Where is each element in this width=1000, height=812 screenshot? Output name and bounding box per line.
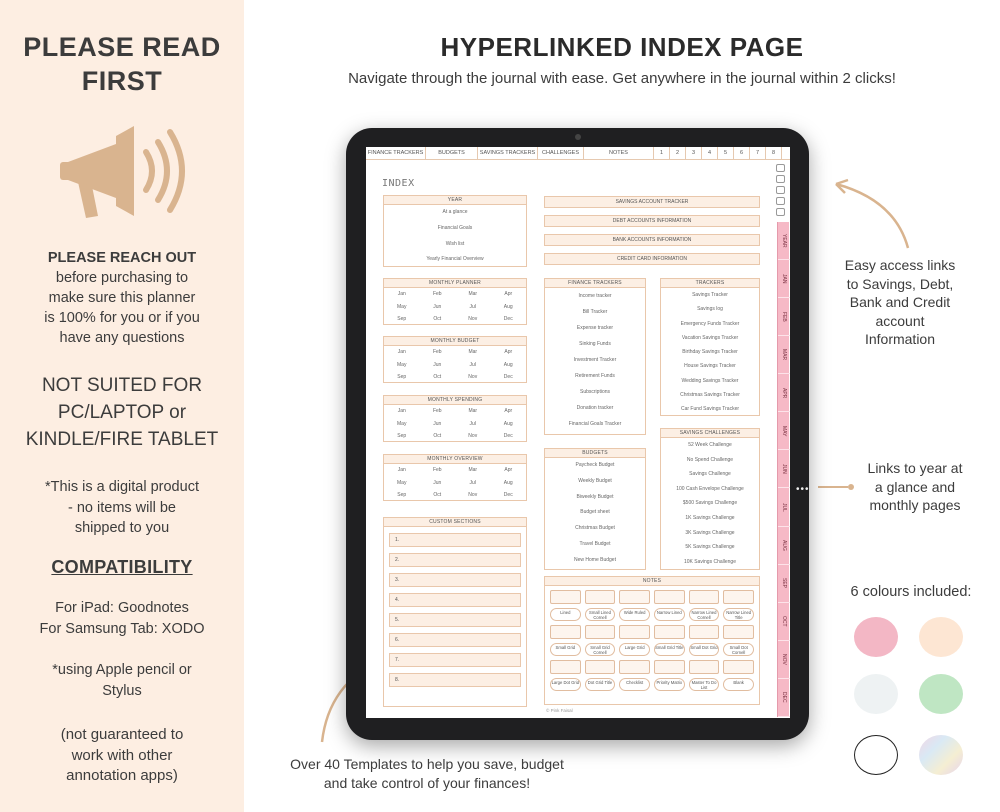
tab-finance-trackers[interactable]: FINANCE TRACKERS <box>366 147 426 159</box>
note-template-label[interactable]: Large Grid <box>619 643 650 656</box>
digital-line: - no items will be <box>68 499 176 516</box>
month-tab[interactable]: MAY <box>778 412 790 450</box>
pencil-line: *using Apple pencil or <box>52 662 192 678</box>
month-link[interactable]: Aug <box>503 361 513 368</box>
challenges-list <box>661 438 759 569</box>
month-link[interactable]: Jun <box>433 420 442 427</box>
note-template-label[interactable]: Small Dot Cornell <box>723 643 754 656</box>
note-template-label[interactable]: Narrow Lined Title <box>723 608 754 621</box>
page-subtitle: Navigate through the journal with ease. Get anywhere in the journal within 2 clicks! <box>348 70 896 87</box>
month-box-title: MONTHLY SPENDING <box>384 396 526 405</box>
month-link[interactable]: Jul <box>469 303 476 310</box>
month-link[interactable]: Nov <box>468 374 478 380</box>
list-link[interactable]: New Home Budget <box>574 556 616 563</box>
reach-out-bold: PLEASE REACH OUT <box>47 250 197 266</box>
month-link[interactable]: Mar <box>468 349 478 355</box>
colours-annotation: 6 colours included: <box>850 584 972 600</box>
month-box-title: MONTHLY OVERVIEW <box>384 455 526 464</box>
pencil-line: Stylus <box>102 682 142 699</box>
month-grid <box>384 405 526 443</box>
month-link[interactable]: Sep <box>397 492 407 498</box>
month-link[interactable]: Dec <box>503 374 513 380</box>
compatibility-title: COMPATIBILITY <box>51 557 193 577</box>
arrow-accounts-head <box>836 180 848 193</box>
note-template-label[interactable]: Priority Matrix <box>654 678 685 691</box>
compat-line: For iPad: Goodnotes <box>55 600 189 616</box>
note-template-label[interactable]: Small Dot Grid <box>689 643 720 656</box>
custom-sections-box <box>383 517 527 707</box>
annotation-line: to Savings, Debt, <box>846 275 954 292</box>
please-read-title <box>0 30 244 98</box>
month-link[interactable]: Dec <box>503 316 513 322</box>
monthly-planner-box <box>383 278 527 325</box>
calendar-icon[interactable] <box>776 175 785 183</box>
note-template-thumb[interactable] <box>550 590 581 604</box>
list-link[interactable]: 5K Savings Challenge <box>685 544 735 551</box>
note-template-label[interactable]: Small Grid Cornell <box>585 643 616 656</box>
months-annotation <box>850 459 980 515</box>
month-box-title: MONTHLY PLANNER <box>384 279 526 288</box>
tab-page-2[interactable]: 2 <box>670 147 686 159</box>
digital-line: shipped to you <box>74 520 170 536</box>
monthly-overview-box <box>383 454 527 501</box>
month-tab[interactable]: SEP <box>778 565 790 603</box>
month-link[interactable]: Apr <box>504 291 513 297</box>
finance-trackers-list <box>545 288 645 432</box>
list-link[interactable]: 10K Savings Challenge <box>684 558 736 565</box>
month-link[interactable]: Jan <box>397 467 406 473</box>
hand-icon[interactable] <box>776 186 785 194</box>
tab-savings-trackers[interactable]: SAVINGS TRACKERS <box>478 147 538 159</box>
custom-section-slot[interactable]: 7. <box>389 653 521 667</box>
list-link[interactable]: Savings Tracker <box>692 292 728 298</box>
month-grid <box>384 346 526 384</box>
list-link[interactable]: Retirement Funds <box>575 373 615 379</box>
guarantee-line: annotation apps) <box>66 767 178 784</box>
custom-section-slot[interactable]: 8. <box>389 673 521 687</box>
month-tab[interactable]: FEB <box>778 298 790 336</box>
month-tab[interactable]: YEAR <box>778 222 790 260</box>
note-template-thumb[interactable] <box>689 660 720 674</box>
list-link[interactable]: 1K Savings Challenge <box>685 514 735 521</box>
note-template-thumb[interactable] <box>723 590 754 604</box>
tab-budgets[interactable]: BUDGETS <box>426 147 478 159</box>
month-link[interactable]: Apr <box>504 467 513 473</box>
tab-page-8[interactable]: 8 <box>766 147 782 159</box>
list-link[interactable]: Savings Challenge <box>689 471 731 478</box>
month-tab[interactable]: JUL <box>778 488 790 526</box>
colour-swatch-green <box>919 674 963 714</box>
month-link[interactable]: Jun <box>433 303 442 310</box>
month-tab[interactable]: JAN <box>778 260 790 298</box>
gear-icon[interactable] <box>776 197 785 205</box>
list-link[interactable]: Biweekly Budget <box>576 493 614 500</box>
side-dots-icon: ••• <box>796 484 810 495</box>
month-link[interactable]: Jul <box>469 420 476 427</box>
tool-icons <box>776 164 788 219</box>
month-link[interactable]: Jan <box>397 349 406 355</box>
custom-sections-title: CUSTOM SECTIONS <box>384 518 526 527</box>
monthly-budget-box <box>383 336 527 383</box>
credit-card-link[interactable]: CREDIT CARD INFORMATION <box>544 253 760 265</box>
bank-accounts-link[interactable]: BANK ACCOUNTS INFORMATION <box>544 234 760 246</box>
note-template-label[interactable]: Dot Grid Title <box>585 678 616 691</box>
tab-page-4[interactable]: 4 <box>702 147 718 159</box>
custom-section-slot[interactable]: 4. <box>389 593 521 607</box>
month-tab[interactable]: JUN <box>778 450 790 488</box>
annotation-line: a glance and <box>874 478 956 495</box>
reach-line: before purchasing to <box>55 270 189 286</box>
notes-title: NOTES <box>545 577 759 586</box>
compatibility-list <box>0 598 244 639</box>
digital-line: *This is a digital product <box>45 479 199 495</box>
list-link[interactable]: Savings log <box>697 306 723 313</box>
list-link[interactable]: Christmas Budget <box>575 525 615 532</box>
month-link[interactable]: Oct <box>433 316 442 322</box>
note-template-thumb[interactable] <box>619 660 650 674</box>
copyright-note: © Pink Faisal <box>546 708 573 713</box>
tab-notes[interactable]: NOTES <box>584 147 654 159</box>
finance-trackers-title: FINANCE TRACKERS <box>545 279 645 288</box>
note-template-thumb[interactable] <box>585 625 616 639</box>
month-link[interactable]: Nov <box>468 316 478 322</box>
list-icon[interactable] <box>776 208 785 216</box>
not-suited-line: KINDLE/FIRE TABLET <box>25 429 219 450</box>
custom-section-slot[interactable]: 6. <box>389 633 521 647</box>
reach-line: have any questions <box>59 330 185 346</box>
month-tab[interactable]: AUG <box>778 527 790 565</box>
reach-line: make sure this planner <box>48 290 196 306</box>
templates-annotation <box>262 755 592 792</box>
month-link[interactable]: Jul <box>469 361 476 368</box>
note-template-thumb[interactable] <box>619 590 650 604</box>
colour-swatch-white <box>854 735 898 775</box>
challenges-title: SAVINGS CHALLENGES <box>661 429 759 438</box>
list-link[interactable]: Investment Tracker <box>573 357 617 363</box>
month-grid <box>384 288 526 326</box>
note-template-label[interactable]: Checklist <box>619 678 650 691</box>
month-link[interactable]: Feb <box>432 467 442 473</box>
tab-page-5[interactable]: 5 <box>718 147 734 159</box>
reach-out-text <box>0 248 244 348</box>
tab-challenges[interactable]: CHALLENGES <box>538 147 584 159</box>
list-link[interactable]: Emergency Funds Tracker <box>680 320 740 327</box>
custom-section-slot[interactable]: 5. <box>389 613 521 627</box>
year-item[interactable]: Yearly Financial Overview <box>426 256 484 263</box>
savings-challenges-box <box>660 428 760 570</box>
month-link[interactable]: Feb <box>432 408 442 414</box>
top-navigation <box>366 147 790 160</box>
list-link[interactable]: Donation tracker <box>576 405 614 411</box>
month-link[interactable]: Apr <box>504 408 513 414</box>
note-template-thumb[interactable] <box>550 625 581 639</box>
note-template-label[interactable]: Lined <box>550 608 581 621</box>
reach-line: is 100% for you or if you <box>44 310 200 326</box>
month-link[interactable]: May <box>397 361 407 368</box>
list-link[interactable]: Bill Tracker <box>582 309 608 315</box>
month-tab[interactable]: DEC <box>778 679 790 717</box>
note-template-thumb[interactable] <box>654 625 685 639</box>
note-template-thumb[interactable] <box>689 625 720 639</box>
note-template-thumb[interactable] <box>654 660 685 674</box>
guarantee-line: work with other <box>71 746 173 764</box>
list-link[interactable]: Expense tracker <box>576 325 614 331</box>
annotation-line: Information <box>864 331 936 347</box>
list-link[interactable]: Car Fund Savings Tracker <box>680 406 740 413</box>
month-link[interactable]: Mar <box>468 467 478 473</box>
annotation-line: account <box>875 312 925 329</box>
list-link[interactable]: Paycheck Budget <box>575 462 615 468</box>
month-link[interactable]: Sep <box>397 433 407 439</box>
note-template-thumb[interactable] <box>689 590 720 604</box>
list-link[interactable]: Income tracker <box>578 293 612 299</box>
annotation-line: Over 40 Templates to help you save, budget <box>290 756 564 772</box>
month-link[interactable]: Aug <box>503 303 513 310</box>
month-link[interactable]: Feb <box>432 349 442 355</box>
custom-sections-list <box>384 533 526 687</box>
month-link[interactable]: Feb <box>432 291 442 297</box>
budgets-box <box>544 448 646 570</box>
note-template-label[interactable]: Small Grid <box>550 643 581 656</box>
note-template-label[interactable]: Large Dot Grid <box>550 678 581 691</box>
compat-line: For Samsung Tab: XODO <box>39 620 205 637</box>
month-link[interactable]: Mar <box>468 408 478 414</box>
list-link[interactable]: Birthday Savings Tracker <box>682 349 738 356</box>
list-link[interactable]: Wedding Savings Tracker <box>681 377 739 384</box>
list-link[interactable]: Sinking Funds <box>579 341 611 347</box>
list-link[interactable]: Budget sheet <box>580 509 610 516</box>
page-title: HYPERLINKED INDEX PAGE <box>440 32 804 62</box>
month-tab[interactable]: NOV <box>778 641 790 679</box>
note-template-thumb[interactable] <box>585 660 616 674</box>
notes-box <box>544 576 760 705</box>
annotation-line: Easy access links <box>844 257 956 273</box>
custom-section-slot[interactable]: 2. <box>389 553 521 567</box>
colour-swatch-holographic <box>919 735 963 775</box>
list-link[interactable]: Financial Goals Tracker <box>568 421 622 427</box>
month-link[interactable]: May <box>397 420 407 427</box>
list-link[interactable]: House Savings Tracker <box>684 363 736 370</box>
planner-screen <box>366 147 790 718</box>
annotation-line: Bank and Credit <box>849 294 951 310</box>
guarantee-line: (not guaranteed to <box>60 726 184 743</box>
note-template-label[interactable]: Blank <box>723 678 754 691</box>
index-label: INDEX <box>382 178 415 189</box>
not-suited-text <box>0 372 244 453</box>
note-template-thumb[interactable] <box>550 660 581 674</box>
trackers-box <box>660 278 760 416</box>
custom-section-slot[interactable]: 1. <box>389 533 521 547</box>
tab-page-3[interactable]: 3 <box>686 147 702 159</box>
not-suited-line: NOT SUITED FOR <box>41 375 203 396</box>
year-item[interactable]: At a glance <box>442 209 468 215</box>
note-template-label[interactable]: Small Grid Title <box>654 643 685 656</box>
month-link[interactable]: Dec <box>503 492 513 498</box>
megaphone-icon <box>56 122 188 222</box>
trackers-list <box>661 288 759 417</box>
list-link[interactable]: 100 Cash Envelope Challenge <box>676 485 744 492</box>
month-link[interactable]: May <box>397 303 407 310</box>
annotation-line: monthly pages <box>869 497 961 513</box>
annotation-line: and take control of your finances! <box>323 774 531 791</box>
month-tab[interactable]: OCT <box>778 603 790 641</box>
month-link[interactable]: Aug <box>503 479 513 486</box>
colour-swatch-pink <box>854 617 898 657</box>
note-template-label[interactable]: Narrow Lined Cornell <box>689 608 720 621</box>
monthly-spending-box <box>383 395 527 442</box>
month-link[interactable]: Oct <box>433 433 442 439</box>
left-info-panel <box>0 0 244 812</box>
month-link[interactable]: May <box>397 479 407 486</box>
month-link[interactable]: Jun <box>433 479 442 486</box>
arrow-accounts <box>836 184 908 248</box>
list-link[interactable]: No Spend Challenge <box>686 456 734 463</box>
budgets-list <box>545 458 645 569</box>
annotation-line: Links to year at <box>867 460 963 476</box>
home-icon[interactable] <box>776 164 785 172</box>
savings-account-link[interactable]: SAVINGS ACCOUNT TRACKER <box>544 196 760 208</box>
tab-page-7[interactable]: 7 <box>750 147 766 159</box>
month-link[interactable]: Nov <box>468 433 478 439</box>
list-link[interactable]: Vacation Savings Tracker <box>681 334 739 341</box>
month-link[interactable]: Oct <box>433 374 442 380</box>
tab-page-1[interactable]: 1 <box>654 147 670 159</box>
notes-templates-grid <box>545 586 759 695</box>
note-template-thumb[interactable] <box>619 625 650 639</box>
month-link[interactable]: Dec <box>503 433 513 439</box>
month-link[interactable]: Jun <box>433 361 442 368</box>
month-link[interactable]: Jan <box>397 408 406 414</box>
list-link[interactable]: $500 Savings Challenge <box>682 500 738 507</box>
tab-page-6[interactable]: 6 <box>734 147 750 159</box>
year-box <box>383 195 527 267</box>
pencil-text <box>0 660 244 701</box>
list-link[interactable]: 3K Savings Challenge <box>685 529 735 536</box>
list-link[interactable]: Travel Budget <box>579 540 611 547</box>
note-template-label[interactable]: Master To Do List <box>689 678 720 691</box>
list-link[interactable]: Christmas Savings Tracker <box>680 392 740 399</box>
not-suited-line: PC/LAPTOP or <box>57 402 187 423</box>
month-tab[interactable]: APR <box>778 374 790 412</box>
month-link[interactable]: Sep <box>397 374 407 380</box>
note-template-label[interactable]: Narrow Lined <box>654 608 685 621</box>
trackers-title: TRACKERS <box>661 279 759 288</box>
debt-accounts-link[interactable]: DEBT ACCOUNTS INFORMATION <box>544 215 760 227</box>
list-link[interactable]: Subscriptions <box>579 389 610 395</box>
title-line-1: PLEASE READ <box>23 32 221 62</box>
list-link[interactable]: Weekly Budget <box>578 477 612 484</box>
tablet-device <box>346 128 809 740</box>
month-link[interactable]: Nov <box>468 492 478 498</box>
month-side-tabs <box>777 222 789 717</box>
month-grid <box>384 464 526 502</box>
accounts-annotation <box>835 256 965 349</box>
note-template-thumb[interactable] <box>585 590 616 604</box>
budgets-title: BUDGETS <box>545 449 645 458</box>
note-template-label[interactable]: Small Lined Cornell <box>585 608 616 621</box>
list-link[interactable]: 52 Week Challenge <box>688 442 732 448</box>
year-item[interactable]: Financial Goals <box>437 224 473 231</box>
custom-section-slot[interactable]: 3. <box>389 573 521 587</box>
note-template-label[interactable]: Wide Ruled <box>619 608 650 621</box>
month-link[interactable]: Jul <box>469 479 476 486</box>
digital-product-text <box>0 477 244 539</box>
guarantee-text <box>0 725 244 787</box>
month-link[interactable]: Aug <box>503 420 513 427</box>
month-link[interactable]: Mar <box>468 291 478 297</box>
month-link[interactable]: Oct <box>433 492 442 498</box>
note-template-thumb[interactable] <box>654 590 685 604</box>
finance-trackers-box <box>544 278 646 435</box>
colour-swatch-peach <box>919 617 963 657</box>
month-link[interactable]: Jan <box>397 291 406 297</box>
colour-swatch-grey <box>854 674 898 714</box>
note-template-thumb[interactable] <box>723 660 754 674</box>
month-tab[interactable]: MAR <box>778 336 790 374</box>
month-box-title: MONTHLY BUDGET <box>384 337 526 346</box>
month-link[interactable]: Apr <box>504 349 513 355</box>
month-link[interactable]: Sep <box>397 316 407 322</box>
year-box-title: YEAR <box>384 196 526 205</box>
note-template-thumb[interactable] <box>723 625 754 639</box>
camera-dot <box>575 134 581 140</box>
year-item[interactable]: Wish list <box>445 240 465 247</box>
title-line-2: FIRST <box>81 66 163 96</box>
